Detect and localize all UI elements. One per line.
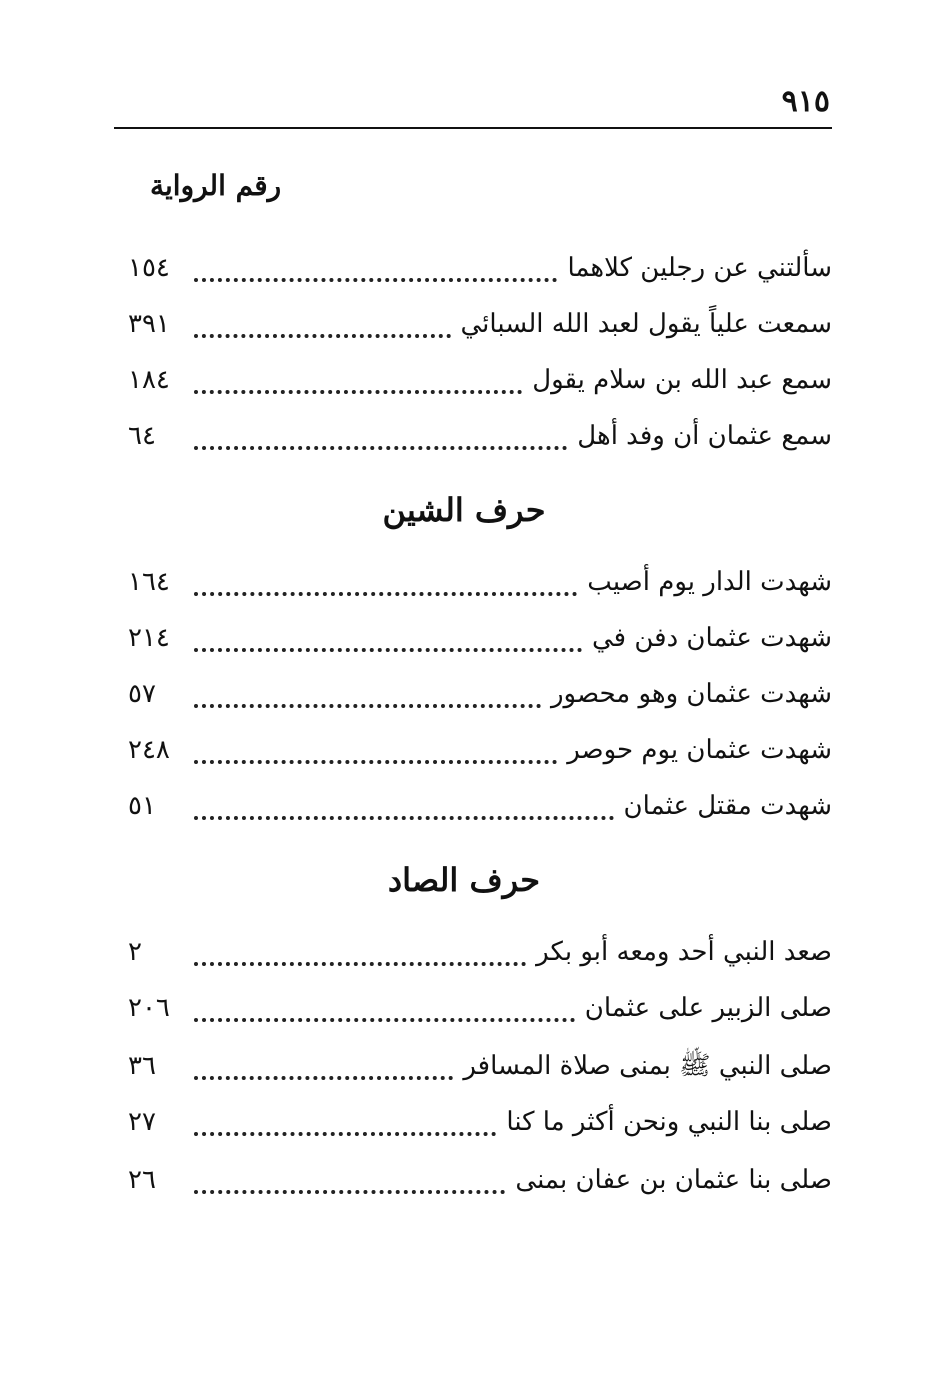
leader-dots [194, 592, 577, 596]
section-title-sheen: حرف الشين [382, 491, 546, 529]
index-entry [128, 302, 832, 346]
index-entry [128, 358, 832, 402]
entry-text: شهدت عثمان دفن في [592, 623, 832, 653]
index-entry [128, 616, 832, 660]
leader-dots [194, 760, 557, 764]
entry-number: ٢٧ [128, 1107, 156, 1137]
entry-number: ٢١٤ [128, 623, 170, 653]
entry-text: شهدت عثمان وهو محصور [550, 679, 832, 709]
entry-text: سألتني عن رجلين كلاهما [567, 253, 832, 283]
entry-number: ٥١ [128, 791, 156, 821]
leader-dots [194, 704, 541, 708]
index-entry [128, 246, 832, 290]
index-entry [128, 728, 832, 772]
entry-text: صلى الزبير على عثمان [584, 993, 832, 1023]
index-entry [128, 1044, 832, 1088]
entry-text: سمع عبد الله بن سلام يقول [532, 365, 832, 395]
entry-number: ٢٠٦ [128, 993, 170, 1023]
leader-dots [194, 334, 451, 338]
section-title-saad: حرف الصاد [387, 861, 541, 899]
entry-text: صلى النبي ﷺ بمنى صلاة المسافر [463, 1051, 832, 1081]
index-entry [128, 672, 832, 716]
index-entry [128, 414, 832, 458]
entry-number: ١٦٤ [128, 567, 170, 597]
entry-text: صعد النبي أحد ومعه أبو بكر [536, 937, 832, 967]
header-rule [114, 127, 832, 129]
entry-number: ٥٧ [128, 679, 156, 709]
entry-number: ١٥٤ [128, 253, 170, 283]
leader-dots [194, 1190, 505, 1194]
entry-number: ٣٩١ [128, 309, 170, 339]
entry-number: ٣٦ [128, 1051, 156, 1081]
entry-number: ٢ [128, 937, 142, 967]
entry-text: صلى بنا عثمان بن عفان بمنى [515, 1165, 832, 1195]
column-label: رقم الرواية [150, 169, 282, 202]
entry-number: ١٨٤ [128, 365, 170, 395]
index-entry [128, 930, 832, 974]
entry-text: سمعت علياً يقول لعبد الله السبائي [460, 309, 832, 339]
leader-dots [194, 816, 614, 820]
entry-text: صلى بنا النبي ونحن أكثر ما كنا [506, 1107, 832, 1137]
leader-dots [194, 1018, 575, 1022]
leader-dots [194, 1132, 496, 1136]
entry-number: ٦٤ [128, 421, 156, 451]
entry-text: شهدت عثمان يوم حوصر [567, 735, 832, 765]
entry-number: ٢٦ [128, 1165, 156, 1195]
index-entry [128, 1100, 832, 1144]
leader-dots [194, 648, 582, 652]
index-entry [128, 560, 832, 604]
index-entry [128, 986, 832, 1030]
entry-text: شهدت مقتل عثمان [623, 791, 832, 821]
leader-dots [194, 390, 522, 394]
entry-number: ٢٤٨ [128, 735, 170, 765]
entry-text: شهدت الدار يوم أصيب [587, 567, 832, 597]
index-entry [128, 1158, 832, 1202]
leader-dots [194, 278, 557, 282]
leader-dots [194, 446, 567, 450]
entry-text: سمع عثمان أن وفد أهل [577, 421, 832, 451]
index-entry [128, 784, 832, 828]
leader-dots [194, 962, 526, 966]
leader-dots [194, 1076, 453, 1080]
page-number: ٩١٥ [781, 84, 830, 119]
